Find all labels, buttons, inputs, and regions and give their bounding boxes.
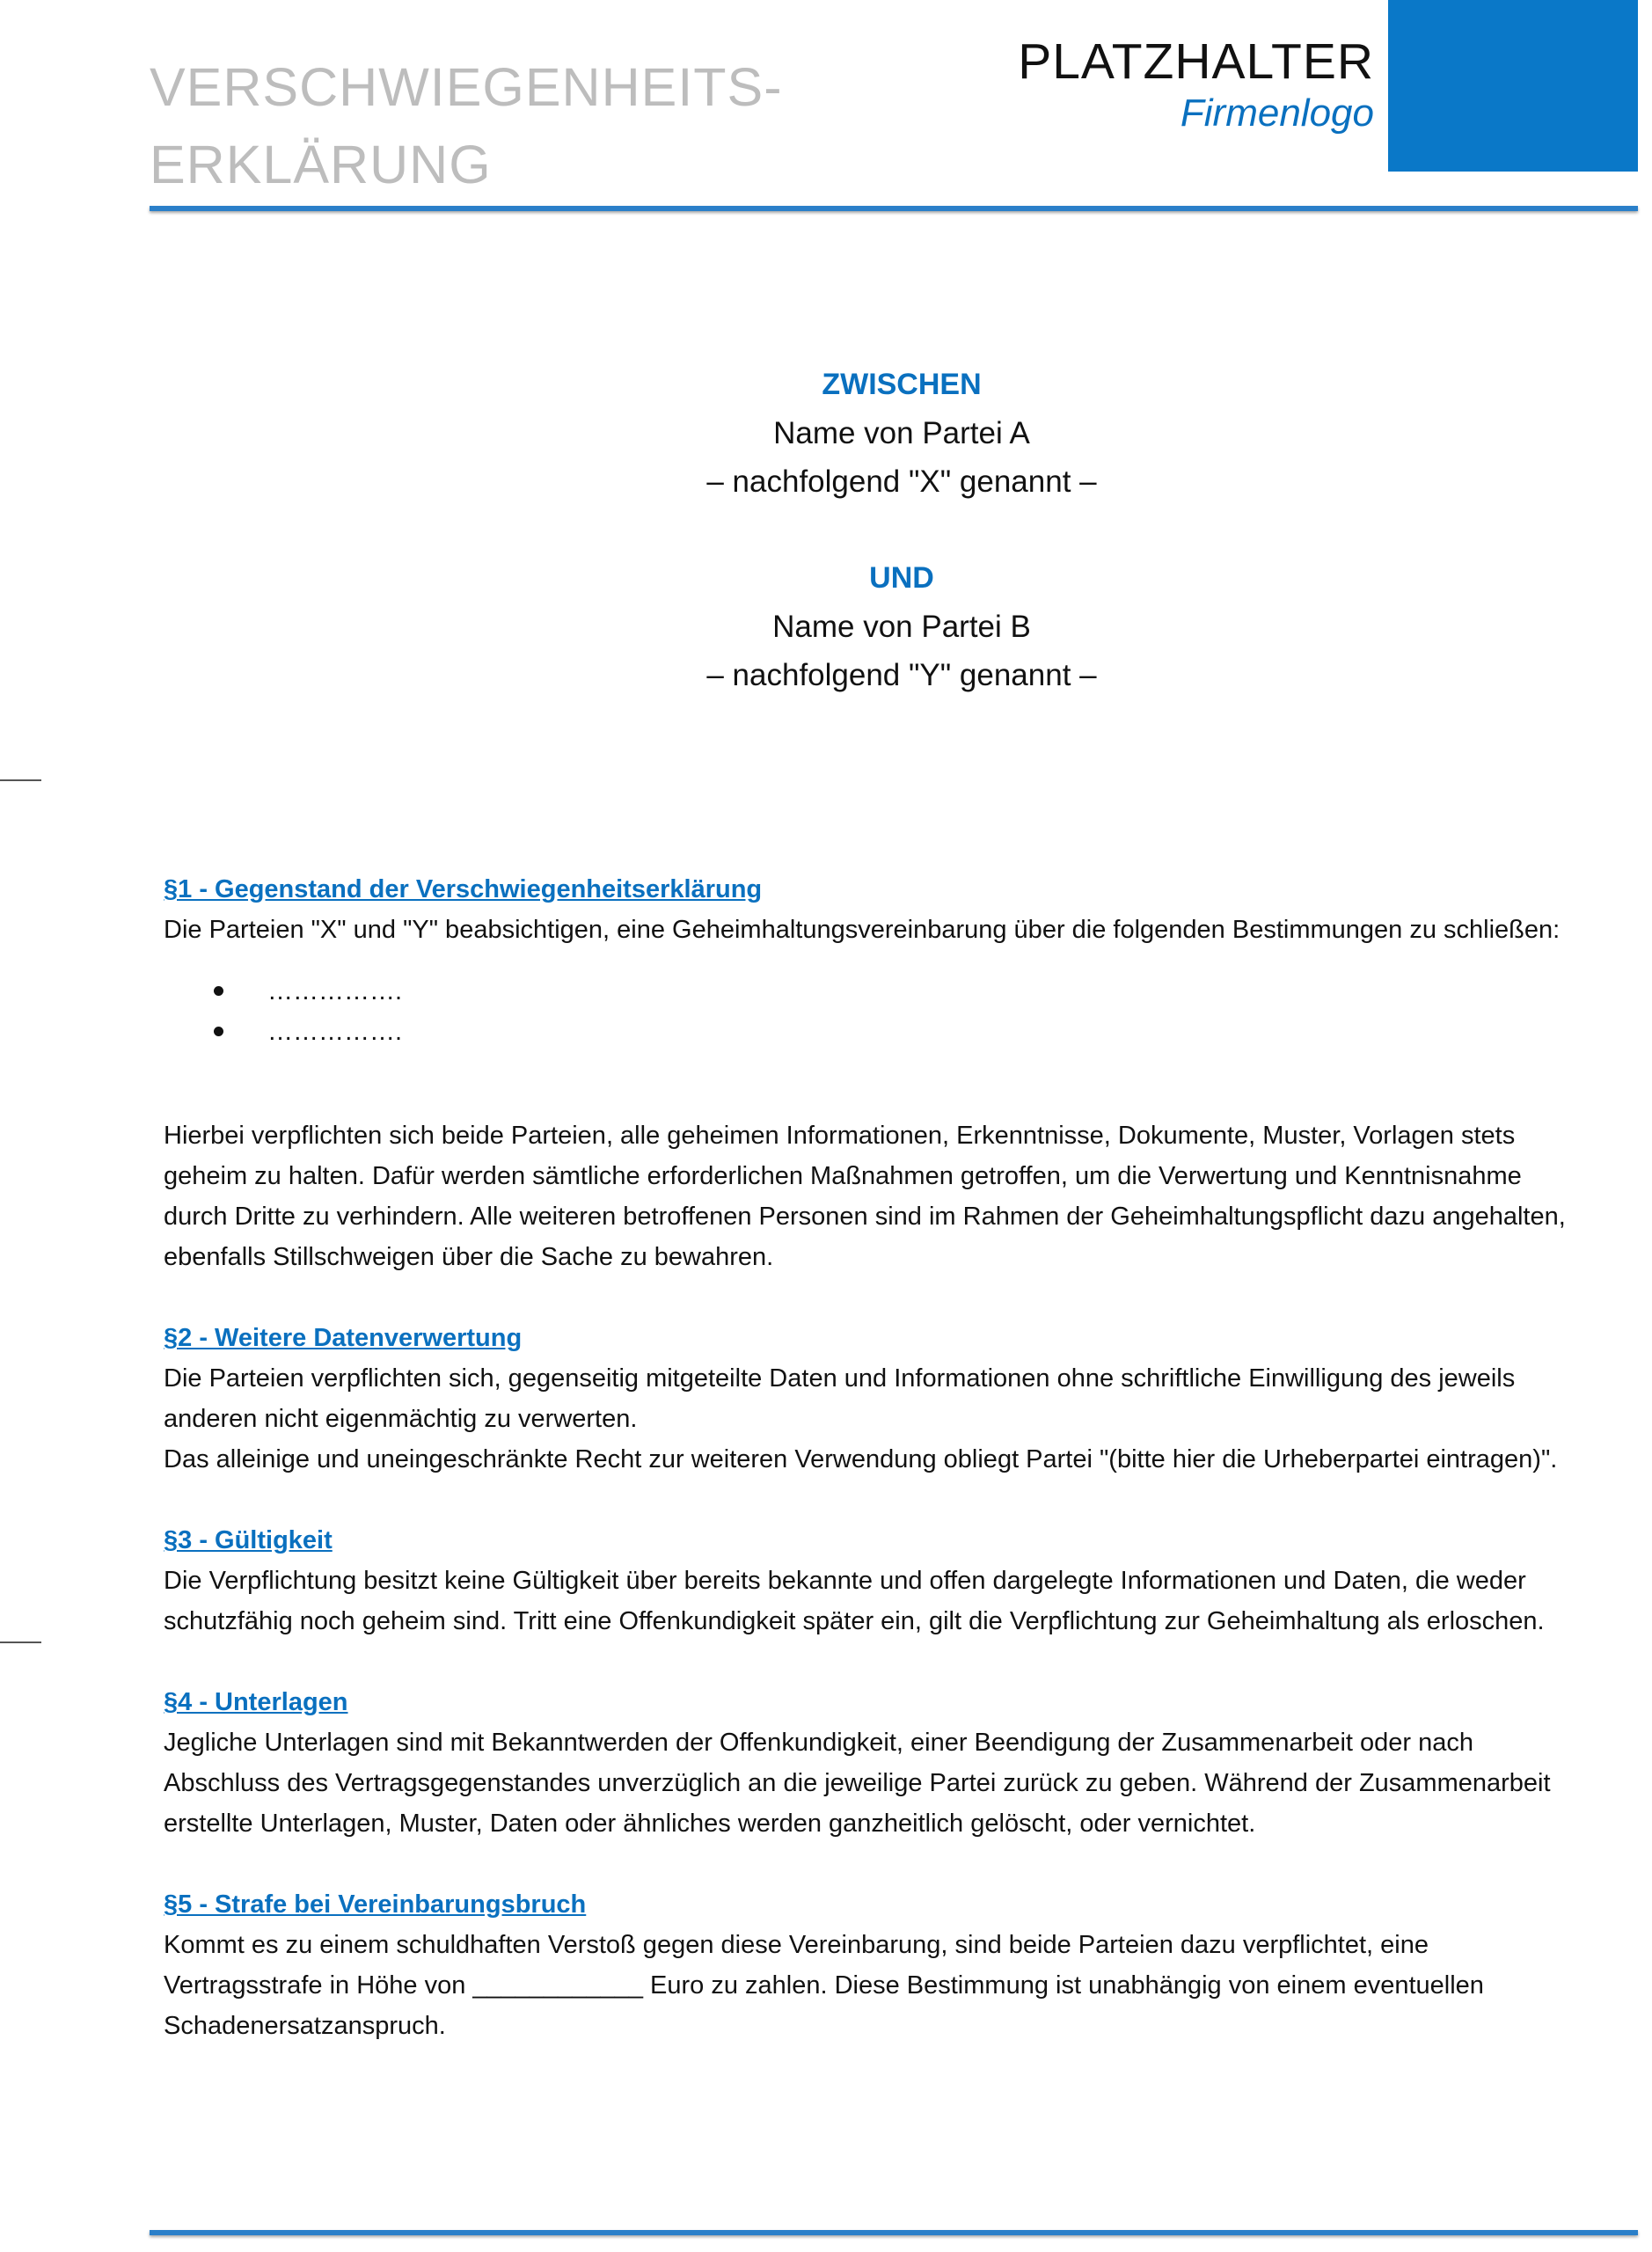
section-3-heading: §3 - Gültigkeit	[164, 1526, 333, 1554]
logo-color-block	[1388, 0, 1638, 172]
party-a-alias: – nachfolgend "X" genannt –	[706, 464, 1097, 499]
section-5-heading: §5 - Strafe bei Vereinbarungsbruch	[164, 1890, 587, 1919]
fold-mark-lower	[0, 1641, 41, 1643]
spacer	[164, 1052, 1641, 1115]
section-2-heading: §2 - Weitere Datenverwertung	[164, 1324, 523, 1352]
section-2-text-line: Das alleinige und uneingeschränkte Recht zur weiteren Verwendung obliegt Partei "(bitte hier die Urheberpartei eintragen)".	[164, 1445, 1558, 1473]
section-3-text-line: schutzfähig noch geheim sind. Tritt eine Offenkundigkeit später ein, gilt die Verpflichtung zur Geheimhaltung als erloschen.	[164, 1607, 1545, 1635]
section-4-text-line: Jegliche Unterlagen sind mit Bekanntwerden der Offenkundigkeit, einer Beendigung der Zusammenarbeit oder nach	[164, 1729, 1474, 1757]
logo-sub-text: Firmenlogo	[1180, 91, 1374, 135]
party-b-name: Name von Partei B	[772, 610, 1031, 644]
section-1-intro: Die Parteien "X" und "Y" beabsichtigen, eine Geheimhaltungsvereinbarung über die folgenden Bestimmungen zu schließen:	[164, 916, 1561, 944]
section-3-text-line: Die Verpflichtung besitzt keine Gültigkeit über bereits bekannte und offen dargelegte Informationen und Daten, die weder	[164, 1567, 1526, 1595]
section-1-heading: §1 - Gegenstand der Verschwiegenheitserklärung	[164, 875, 763, 903]
document-title-line-1: VERSCHWIEGENHEITS-	[150, 57, 783, 117]
section-1-text-line: Hierbei verpflichten sich beide Parteien, alle geheimen Informationen, Erkenntnisse, Dokumente, Muster, Vorlagen stets	[164, 1122, 1516, 1150]
section-1-bullet-list	[164, 971, 1641, 1052]
header-divider	[150, 206, 1638, 211]
section-1-text-line: geheim zu halten. Dafür werden sämtliche erforderlichen Maßnahmen getroffen, um die Verwertung und Kenntnisnahme	[164, 1162, 1522, 1190]
section-4-text-line: Abschluss des Vertragsgegenstandes unverzüglich an die jeweilige Partei zurück zu geben. Während der Zusammenarbeit	[164, 1769, 1551, 1797]
logo-main-text: PLATZHALTER	[1018, 33, 1374, 90]
company-logo-placeholder	[1012, 31, 1374, 135]
document-title-line-2: ERKLÄRUNG	[150, 135, 492, 194]
parties-block	[150, 361, 1652, 699]
between-label: ZWISCHEN	[822, 368, 982, 401]
section-4-heading: §4 - Unterlagen	[164, 1688, 348, 1716]
section-5-text-line: Schadenersatzanspruch.	[164, 2012, 446, 2040]
spacer	[164, 1277, 1641, 1318]
spacer	[164, 1480, 1641, 1520]
fold-mark-upper	[0, 779, 41, 781]
list-item: …………….	[164, 971, 1641, 1012]
spacer	[150, 506, 1652, 554]
section-4-text-line: erstellte Unterlagen, Muster, Daten oder ähnliches werden ganzheitlich gelöscht, oder vernichtet.	[164, 1810, 1256, 1838]
section-5-text-line: Kommt es zu einem schuldhaften Verstoß gegen diese Vereinbarung, sind beide Parteien dazu verpflichtet, eine	[164, 1931, 1429, 1959]
agreement-body	[164, 869, 1641, 2046]
footer-divider	[150, 2230, 1638, 2235]
list-item: …………….	[164, 1012, 1641, 1052]
spacer	[164, 1844, 1641, 1884]
section-2-text-line: Die Parteien verpflichten sich, gegenseitig mitgeteilte Daten und Informationen ohne schriftliche Einwilligung des jeweils	[164, 1364, 1516, 1393]
party-a-name: Name von Partei A	[773, 416, 1030, 450]
section-1-text-line: durch Dritte zu verhindern. Alle weiteren betroffenen Personen sind im Rahmen der Geheimhaltungspflicht dazu angehalten,	[164, 1203, 1566, 1231]
section-1-text-line: ebenfalls Stillschweigen über die Sache zu bewahren.	[164, 1243, 774, 1271]
section-5-text-line: Vertragsstrafe in Höhe von ____________ Euro zu zahlen. Diese Bestimmung ist unabhängig von einem eventuellen	[164, 1971, 1484, 2000]
document-title	[150, 48, 783, 203]
spacer	[164, 1641, 1641, 1682]
party-b-alias: – nachfolgend "Y" genannt –	[706, 658, 1097, 692]
and-label: UND	[869, 561, 934, 595]
section-2-text-line: anderen nicht eigenmächtig zu verwerten.	[164, 1405, 638, 1433]
